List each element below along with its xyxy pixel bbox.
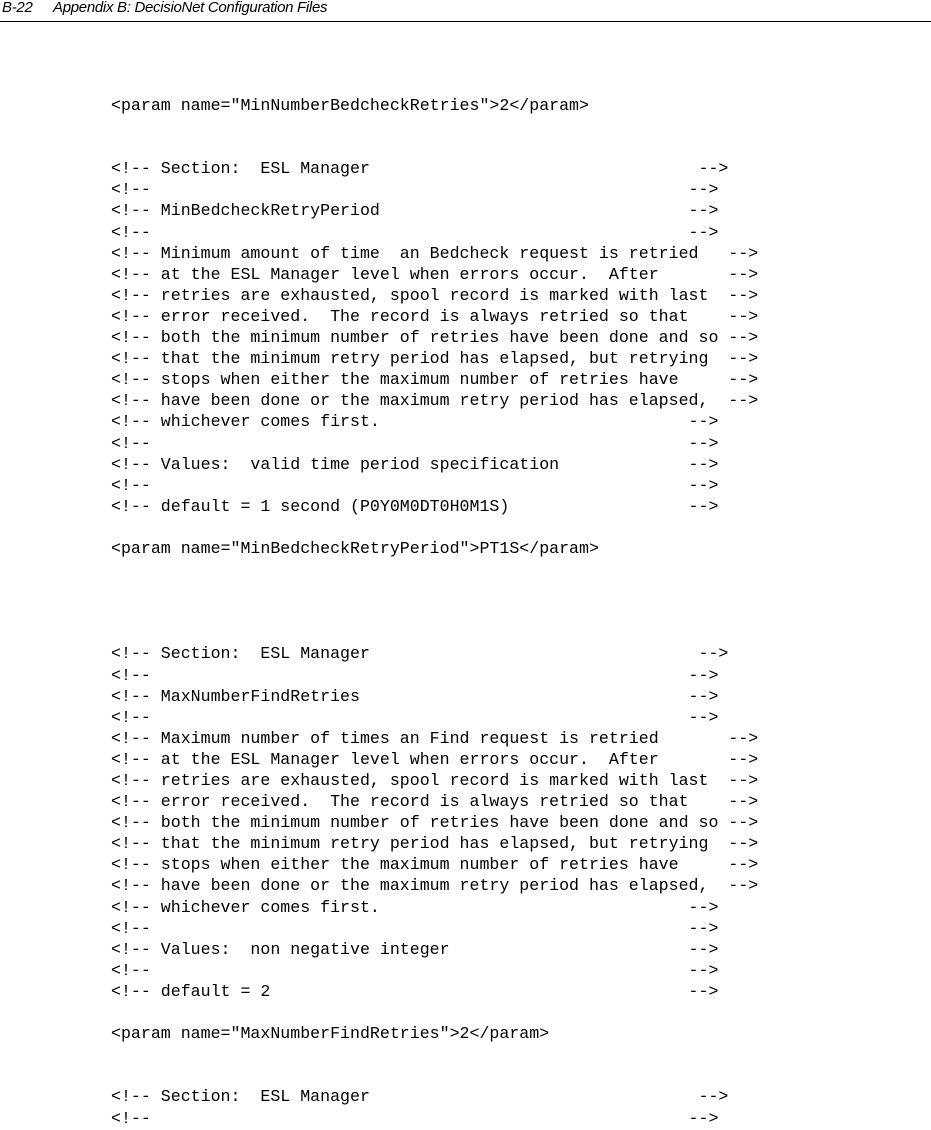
- code-line: <!-- that the minimum retry period has elapsed, but retrying -->: [111, 834, 759, 854]
- code-line: <!-- have been done or the maximum retry period has elapsed, -->: [111, 391, 759, 411]
- code-line: <!-- -->: [111, 918, 719, 938]
- code-line: <param name="MinBedcheckRetryPeriod">PT1S</param>: [111, 538, 599, 558]
- blank-line: [111, 137, 911, 158]
- code-line: <!-- Values: valid time period specification -->: [111, 454, 719, 474]
- code-line: <!-- retries are exhausted, spool record is marked with last -->: [111, 771, 759, 790]
- code-line: <!-- whichever comes first. -->: [111, 412, 719, 432]
- code-line: <!-- -->: [111, 707, 719, 727]
- code-line: <!-- have been done or the maximum retry period has elapsed, -->: [111, 876, 759, 896]
- blank-line: [111, 601, 911, 622]
- code-line: <!-- Section: ESL Manager -->: [111, 159, 729, 179]
- code-line: <!-- -->: [111, 433, 719, 453]
- code-line: <!-- MinBedcheckRetryPeriod -->: [111, 201, 719, 221]
- code-line: <!-- error received. The record is always retried so that -->: [111, 306, 759, 326]
- code-line: <!-- at the ESL Manager level when errors occur. After -->: [111, 749, 759, 769]
- appendix-title: Appendix B: DecisioNet Configuration Files: [53, 0, 328, 16]
- blank-line: [111, 559, 911, 580]
- blank-line: [111, 1044, 911, 1065]
- code-line: <!-- retries are exhausted, spool record is marked with last -->: [111, 285, 759, 305]
- code-line: <!-- default = 1 second (P0Y0M0DT0H0M1S) -->: [111, 496, 719, 516]
- code-line: <!-- -->: [111, 665, 719, 685]
- code-line: <param name="MinNumberBedcheckRetries">2</param>: [111, 96, 589, 115]
- blank-line: [111, 622, 911, 643]
- code-line: <!-- -->: [111, 180, 719, 200]
- code-line: <!-- that the minimum retry period has elapsed, but retrying -->: [111, 349, 759, 369]
- code-line: <!-- stops when either the maximum number of retries have -->: [111, 370, 759, 390]
- blank-line: [111, 580, 911, 601]
- code-line: <!-- Values: non negative integer -->: [111, 939, 719, 959]
- code-line: <!-- Maximum number of times an Find request is retried -->: [111, 728, 759, 748]
- code-line: <!-- Minimum amount of time an Bedcheck request is retried -->: [111, 243, 759, 263]
- code-line: <!-- both the minimum number of retries have been done and so -->: [111, 813, 759, 833]
- code-line: <!-- MaxNumberFindRetries -->: [111, 686, 719, 706]
- blank-line: [111, 1002, 911, 1023]
- code-line: <!-- both the minimum number of retries have been done and so -->: [111, 328, 759, 348]
- code-line: <!-- default = 2 -->: [111, 981, 719, 1001]
- code-line: <!-- Section: ESL Manager -->: [111, 1087, 729, 1107]
- code-line: <!-- stops when either the maximum number of retries have -->: [111, 855, 759, 875]
- running-header: [0, 0, 931, 22]
- code-line: <!-- -->: [111, 222, 719, 242]
- page-number: B-22: [2, 0, 33, 16]
- code-line: <!-- whichever comes first. -->: [111, 897, 719, 917]
- code-line: <!-- Section: ESL Manager -->: [111, 644, 729, 664]
- code-line: <!-- error received. The record is always retried so that -->: [111, 792, 759, 812]
- code-line: <!-- -->: [111, 960, 719, 980]
- blank-line: [111, 517, 911, 538]
- code-line: <param name="MaxNumberFindRetries">2</param>: [111, 1024, 550, 1044]
- blank-line: [111, 1065, 911, 1086]
- code-line: <!-- -->: [111, 475, 719, 495]
- code-line: <!-- -->: [111, 1108, 719, 1128]
- blank-line: [111, 116, 911, 137]
- config-code-listing: [111, 95, 911, 1129]
- code-line: <!-- at the ESL Manager level when errors occur. After -->: [111, 264, 759, 284]
